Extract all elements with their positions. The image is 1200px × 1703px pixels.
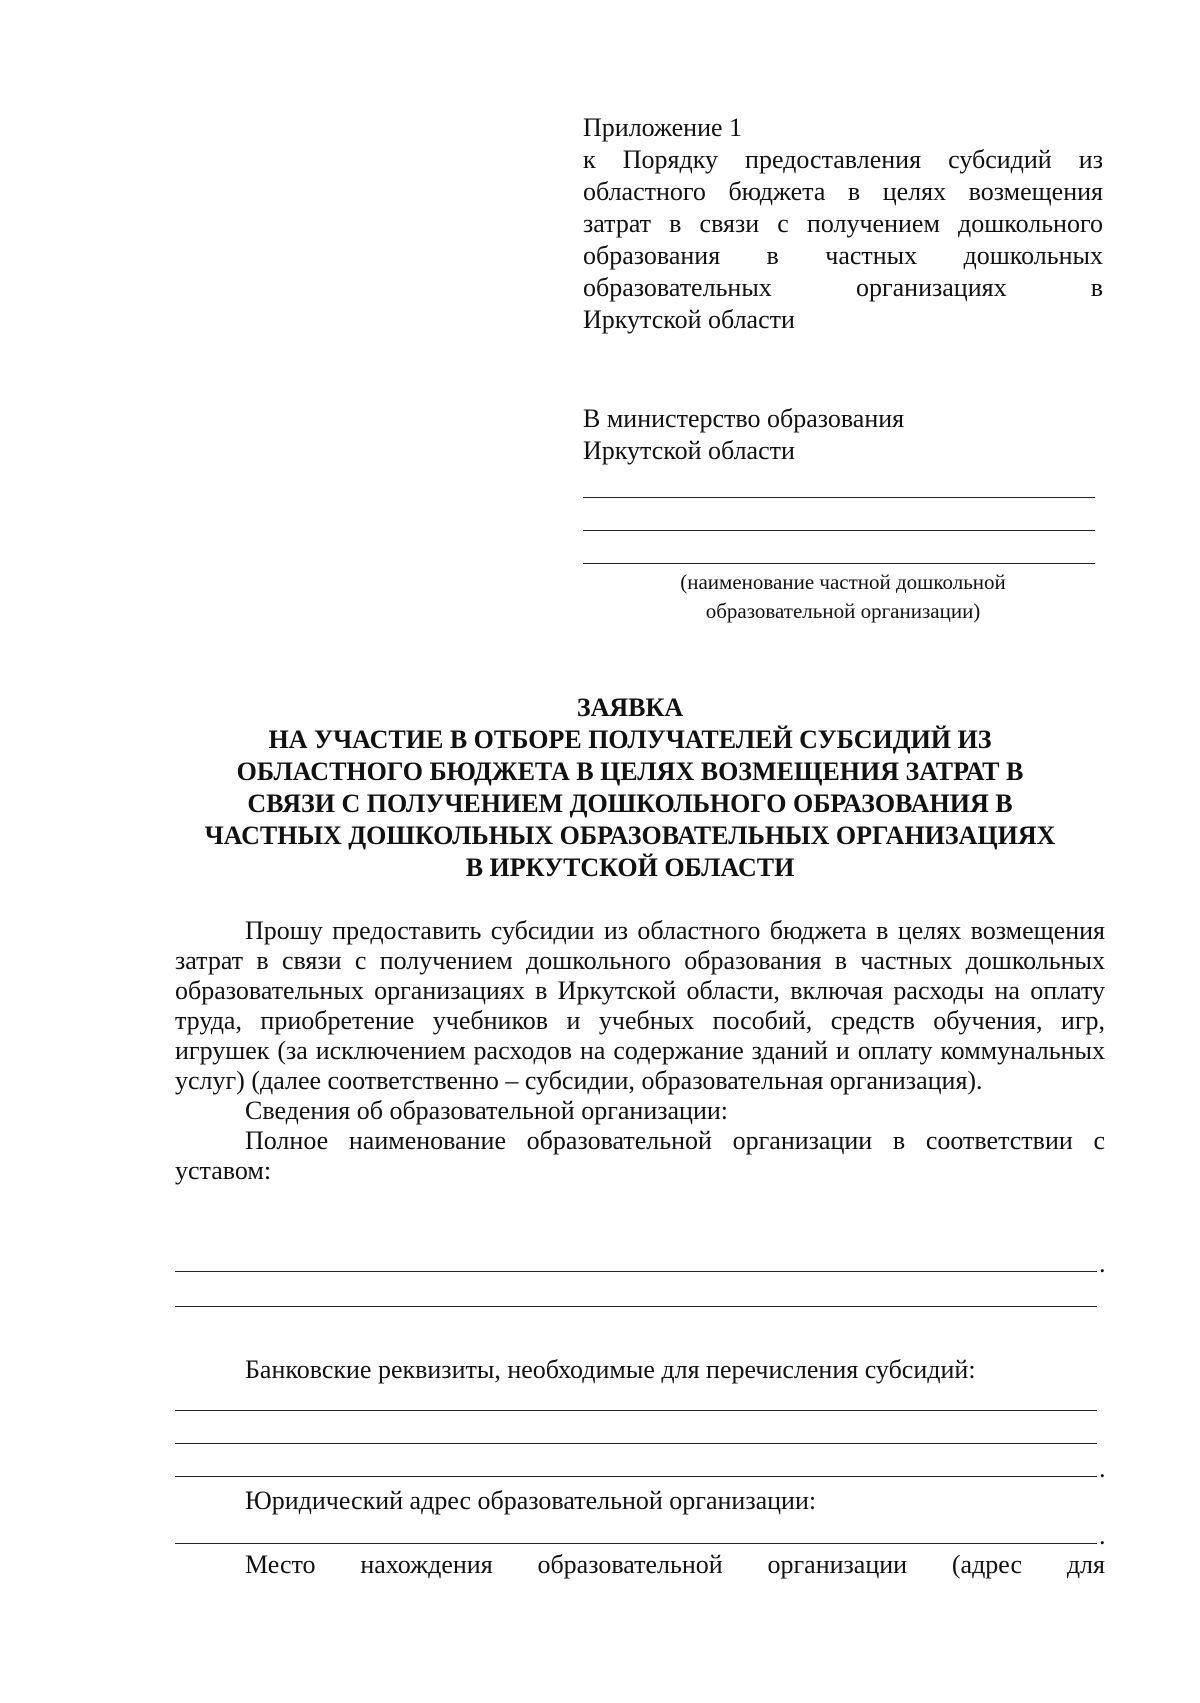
appendix-line: областного бюджета в целях возмещения — [583, 177, 1103, 206]
addressee-line: Иркутской области — [583, 436, 795, 465]
legal-address-blank-line — [175, 1543, 1097, 1544]
full-name-blank-line — [175, 1306, 1097, 1307]
title-line: ОБЛАСТНОГО БЮДЖЕТА В ЦЕЛЯХ ВОЗМЕЩЕНИЯ ЗАТРАТ В — [236, 757, 1024, 786]
appendix-line: к Порядку предоставления субсидий из — [583, 145, 1103, 174]
bank-details-blank-line — [175, 1476, 1097, 1477]
org-caption-line: (наименование частной дошкольной — [680, 570, 1006, 594]
title-line: В ИРКУТСКОЙ ОБЛАСТИ — [465, 853, 795, 882]
line-end-period: . — [1099, 1521, 1106, 1550]
appendix-header — [583, 112, 1103, 336]
bank-details-blank-line — [175, 1410, 1097, 1411]
addressee-line: В министерство образования — [583, 404, 905, 433]
title-line: НА УЧАСТИЕ В ОТБОРЕ ПОЛУЧАТЕЛЕЙ СУБСИДИЙ ИЗ — [268, 725, 992, 754]
bank-details-label: Банковские реквизиты, необходимые для перечисления субсидий: — [245, 1355, 976, 1384]
org-name-blank-line — [583, 563, 1095, 564]
application-body — [175, 916, 1105, 1186]
legal-address-label: Юридический адрес образовательной организации: — [245, 1486, 817, 1515]
org-info-heading: Сведения об образовательной организации: — [245, 1096, 729, 1125]
line-end-period: . — [1099, 1454, 1106, 1483]
full-name-label: Полное наименование образовательной организации в соответствии с уставом: — [175, 1126, 1105, 1185]
location-label: Место нахождения образовательной организации (адрес для — [245, 1550, 1105, 1579]
appendix-line: образования в частных дошкольных — [583, 241, 1103, 270]
appendix-line: образовательных организациях в — [583, 273, 1103, 302]
full-name-blank-line — [175, 1271, 1097, 1272]
bank-details-blank-line — [175, 1443, 1097, 1444]
addressee-block — [583, 403, 1103, 467]
title-line: ЗАЯВКА — [576, 693, 684, 722]
request-paragraph: Прошу предоставить субсидии из областного бюджета в целях возмещения затрат в связи с получением дошкольного образования в частных дошкольных образовательных организациях в Иркутской области, включая расходы на оплату труда, приобретение учебников и учебных пособий, средств обучения, игр, игрушек (за исключением расходов на содержание зданий и оплату коммунальных услуг) (далее соответственно – субсидии, образовательная организация). — [175, 916, 1105, 1095]
org-name-blank-line — [583, 497, 1095, 498]
appendix-line: Иркутской области — [583, 305, 795, 334]
appendix-line: затрат в связи с получением дошкольного — [583, 209, 1103, 238]
appendix-title: Приложение 1 — [583, 113, 743, 142]
line-end-period: . — [1099, 1249, 1106, 1278]
org-name-caption — [583, 568, 1103, 626]
document-title — [160, 692, 1100, 884]
title-line: ЧАСТНЫХ ДОШКОЛЬНЫХ ОБРАЗОВАТЕЛЬНЫХ ОРГАНИЗАЦИЯХ — [204, 821, 1056, 850]
org-caption-line: образовательной организации) — [705, 599, 981, 623]
org-name-blank-line — [583, 530, 1095, 531]
title-line: СВЯЗИ С ПОЛУЧЕНИЕМ ДОШКОЛЬНОГО ОБРАЗОВАНИЯ В — [247, 789, 1013, 818]
